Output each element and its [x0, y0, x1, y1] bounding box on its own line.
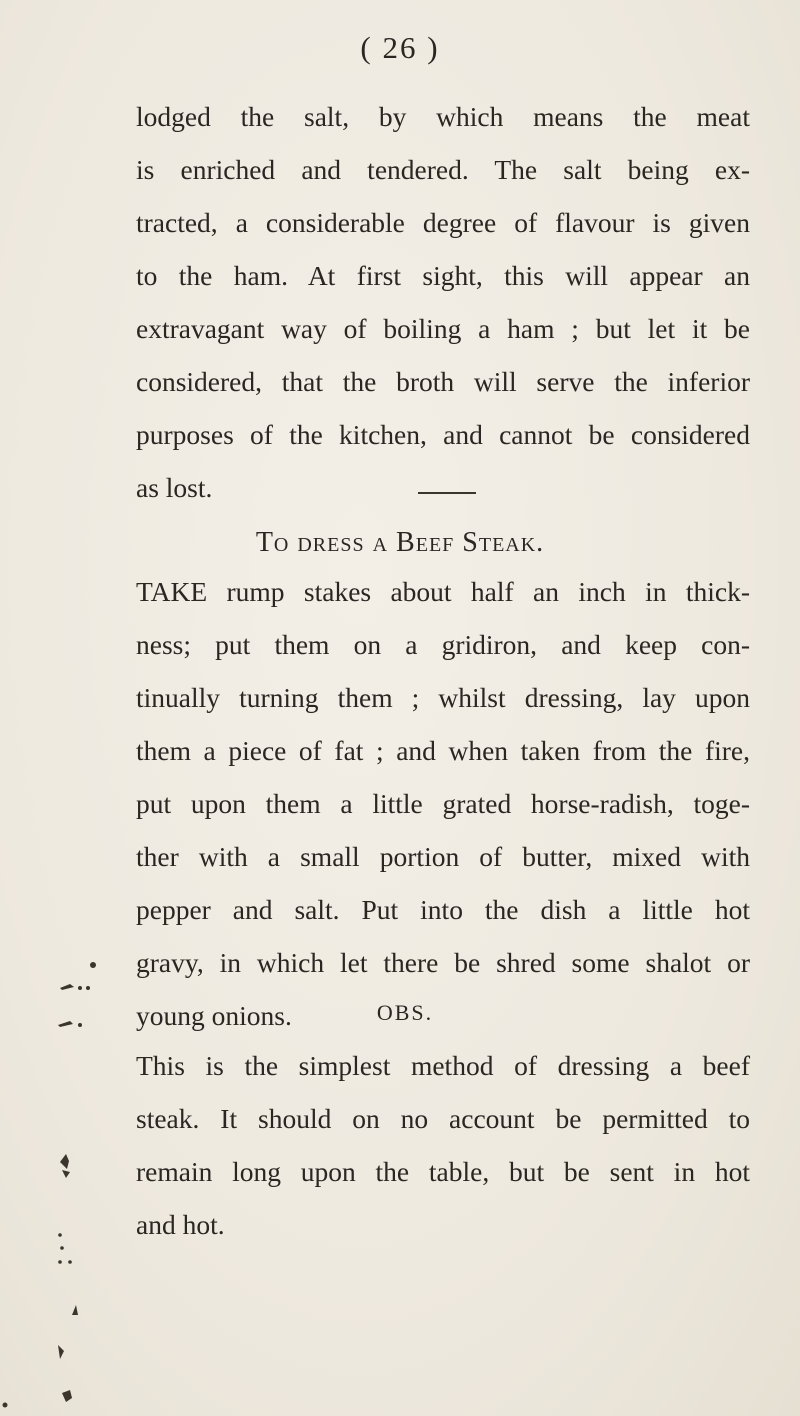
text-line: to the ham. At first sight, this will appear an: [136, 260, 750, 291]
text-line: considered, that the broth will serve the inferior: [136, 366, 750, 397]
recipe-heading: To dress a Beef Steak.: [255, 527, 545, 558]
text-line: them a piece of fat ; and when taken from the fire,: [136, 735, 750, 766]
text-line: pepper and salt. Put into the dish a little hot: [136, 894, 750, 925]
text-line: is enriched and tendered. The salt being ex-: [136, 154, 750, 185]
text-line: TAKE rump stakes about half an inch in thick-: [136, 576, 750, 607]
text-line: remain long upon the table, but be sent in hot: [136, 1156, 750, 1187]
text-line: steak. It should on no account be permitted to: [136, 1103, 750, 1134]
text-line: put upon them a little grated horse-radish, toge-: [136, 788, 750, 819]
page-number: ( 26 ): [360, 30, 440, 65]
text-line: This is the simplest method of dressing a beef: [136, 1050, 750, 1081]
text-line: ness; put them on a gridiron, and keep con-: [136, 629, 750, 660]
text-line: as lost.: [136, 472, 213, 503]
observation-label: OBS.: [376, 1000, 434, 1025]
text-line: purposes of the kitchen, and cannot be considered: [136, 419, 750, 450]
text-line: tinually turning them ; whilst dressing, lay upon: [136, 682, 750, 713]
text-line: extravagant way of boiling a ham ; but let it be: [136, 313, 750, 344]
paragraph-observation: [136, 1039, 750, 1251]
paragraph-beef-steak: [136, 565, 750, 1042]
paragraph-ham-boiling: [136, 90, 750, 514]
text-line: young onions.: [136, 1000, 292, 1031]
text-line: tracted, a considerable degree of flavour is given: [136, 207, 750, 238]
section-divider: [418, 492, 476, 494]
text-line: lodged the salt, by which means the meat: [136, 101, 750, 132]
text-line: ther with a small portion of butter, mixed with: [136, 841, 750, 872]
text-line: gravy, in which let there be shred some shalot or: [136, 947, 750, 978]
text-line: and hot.: [136, 1209, 225, 1240]
